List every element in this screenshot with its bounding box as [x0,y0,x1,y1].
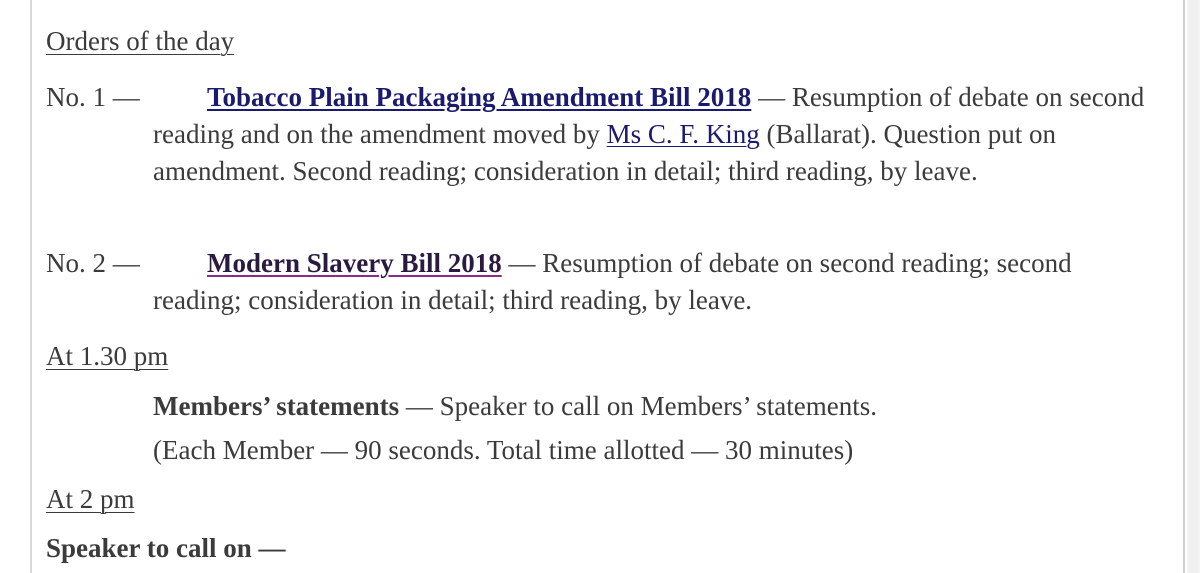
item-1-text-part-1: — Resumption of debate on second reading and on the amendment moved by [153,82,1145,149]
time-heading-1-30pm: At 1.30 pm [46,341,169,371]
members-statements-label: Members’ statements [153,391,400,421]
members-statements-line [153,388,877,425]
time-heading-2pm: At 2 pm [46,484,135,514]
members-statements-note: (Each Member — 90 seconds. Total time allotted — 30 minutes) [153,435,854,465]
item-1-number: No. 1 — [46,82,140,112]
right-border [1183,0,1185,573]
item-2-text-part: — Resumption of debate on second reading; second reading; consideration in detail; third reading, by leave. [153,248,1072,315]
item-1-body [153,79,1163,190]
left-border [30,0,32,573]
item-2-number: No. 2 — [46,248,140,278]
orders-of-the-day-heading: Orders of the day [46,26,235,56]
scrollbar-thumb[interactable] [1189,0,1198,573]
members-statements-text: — Speaker to call on Members’ statements. [399,391,878,421]
item-1-text [153,79,1163,190]
vertical-scrollbar[interactable] [1187,0,1200,573]
modern-slavery-bill-link[interactable]: Modern Slavery Bill 2018 [207,248,502,278]
item-2-body [153,245,1163,319]
item-2-text [153,245,1163,319]
member-king-link[interactable]: Ms C. F. King [606,119,760,149]
item-1-text-part-2: (Ballarat). Question put on amendment. Second reading; consideration in detail; third reading, by leave. [153,119,1056,186]
tobacco-bill-link[interactable]: Tobacco Plain Packaging Amendment Bill 2018 [207,82,752,112]
speaker-call-heading: Speaker to call on — [46,533,286,563]
